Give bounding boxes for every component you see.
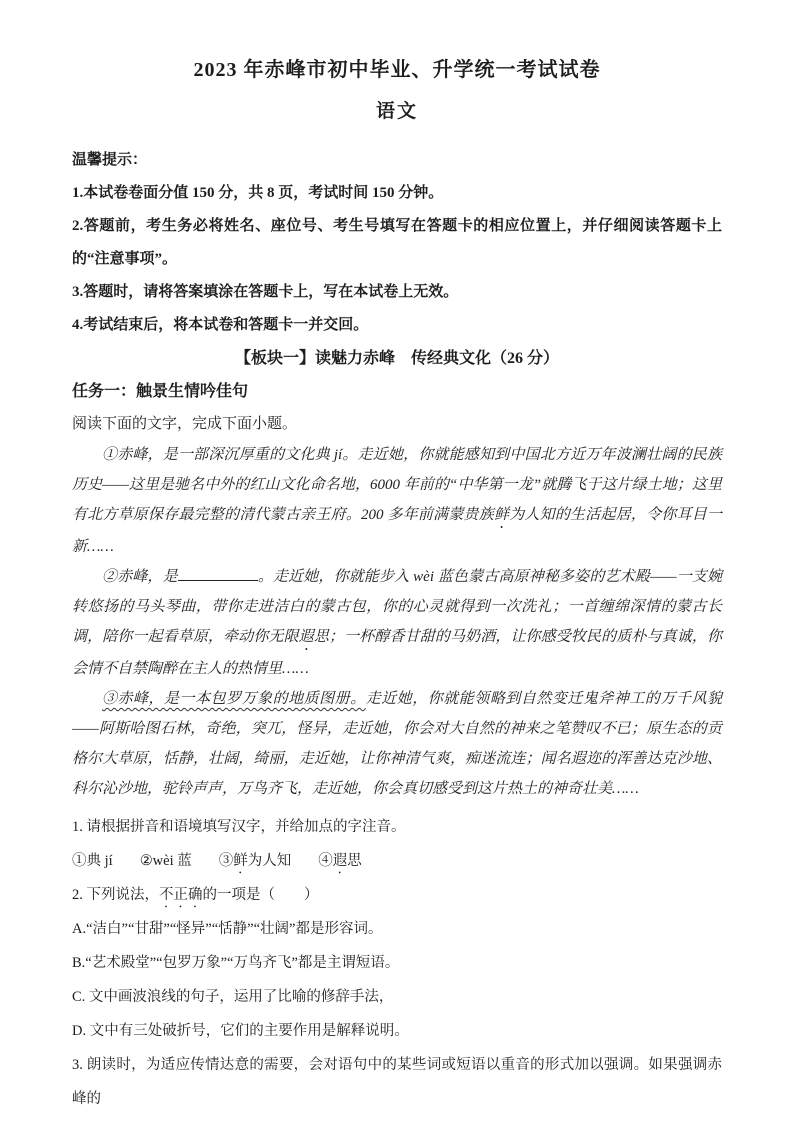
section-heading: 【板块一】读魅力赤峰 传经典文化（26 分） xyxy=(234,350,559,367)
notice-item-3: 3.答题时，请将答案填涂在答题卡上，写在本试卷上无效。 xyxy=(72,284,459,300)
q2-option-a: A.“洁白”“甘甜”“怪异”“恬静”“壮阔”都是形容词。 xyxy=(72,921,383,937)
q2-lead: 2. 下列说法， xyxy=(72,887,159,903)
q2-option-b: B.“艺术殿堂”“包罗万象”“万鸟齐飞”都是主谓短语。 xyxy=(72,955,400,971)
q1-item-4-rest: 思 xyxy=(347,853,362,869)
questions-block xyxy=(72,810,722,1116)
reading-passage xyxy=(72,440,722,804)
subject-title: 语文 xyxy=(375,101,418,122)
q1-item-3 xyxy=(219,853,292,869)
q1-item-2: ②wèi 蓝 xyxy=(139,853,192,869)
q2-option-c: C. 文中画波浪线的句子，运用了比喻的修辞手法， xyxy=(72,989,394,1005)
passage-paragraph-3 xyxy=(72,684,722,804)
q1-item-4-dotted-char: 遐 xyxy=(332,853,348,869)
question-2 xyxy=(72,878,722,912)
q2-tail: 的一项是（ ） xyxy=(202,887,319,903)
q1-item-3-number: ③ xyxy=(218,853,234,869)
dotted-char-xia: 遐 xyxy=(298,629,314,645)
q1-item-4-number: ④ xyxy=(318,853,333,869)
paragraph-2-lead: ②赤峰，是 xyxy=(102,569,178,585)
passage-paragraph-1 xyxy=(72,440,722,562)
q1-item-3-dotted-char: 鲜 xyxy=(233,853,248,869)
passage-intro: 阅读下面的文字，完成下面小题。 xyxy=(72,416,298,432)
dotted-char-xian: 鲜 xyxy=(493,507,510,523)
page-title: 2023 年赤峰市初中毕业、升学统一考试试卷 xyxy=(193,59,601,81)
paragraph-1-text: ①赤峰，是一部深沉厚重的文化典 jí。走近她，你就能感知到中国北方近万年波澜壮阔的民族历史——这里是驰名中外的红山文化命名地，6000 年前的“中华第一龙”就腾飞于这片绿土地；这里有北方草原保存最完整的清代蒙古亲王府。200 多年前满蒙贵族 xyxy=(72,447,722,523)
notice-item-1: 1.本试卷卷面分值 150 分，共 8 页，考试时间 150 分钟。 xyxy=(72,185,444,201)
fill-in-blank-line xyxy=(178,578,258,581)
passage-paragraph-2 xyxy=(72,562,722,684)
q2-option-d: D. 文中有三处破折号，它们的主要作用是解释说明。 xyxy=(72,1023,409,1039)
paragraph-2-text: 。走近她，你就能步入 wèi 蓝色蒙古高原神秘多姿的艺术殿——一支婉转悠扬的马头琴曲，带你走进洁白的蒙古包，你的心灵就得到一次洗礼；一首缠绵深情的蒙古长调，陪你一起看草原，牵动你无限 xyxy=(72,569,722,645)
task-heading: 任务一：触景生情吟佳句 xyxy=(72,383,249,400)
q1-item-4 xyxy=(318,853,362,869)
notice-block xyxy=(72,144,722,342)
q1-item-3-rest: 为人知 xyxy=(247,853,292,869)
paragraph-1-tail: 为人知的生活起居，令你耳目一新…… xyxy=(72,507,722,555)
question-3: 3. 朗读时，为适应传情达意的需要，会对语句中的某些词或短语以重音的形式加以强调。如果强调赤峰的 xyxy=(72,1057,722,1107)
wavy-underlined-sentence: ③赤峰，是一本包罗万象的地质图册。 xyxy=(102,691,366,707)
q2-dotted-phrase: 不正确 xyxy=(159,887,203,903)
paragraph-3-text: 走近她，你就能领略到自然变迁鬼斧神工的万千风貌——阿斯哈图石林，奇绝，突兀，怪异，走近她，你会对大自然的神来之笔赞叹不已；原生态的贡格尔大草原，恬静，壮阔，绮丽，走近她，让你神清气爽，痴迷流连；闻名遐迩的浑善达克沙地、科尔沁沙地，驼铃声声，万鸟齐飞，走近她，你会真切感受到这片热土的神奇壮美…… xyxy=(72,691,722,797)
question-1: 1. 请根据拼音和语境填写汉字，并给加点的字注音。 xyxy=(72,819,406,835)
notice-item-2: 2.答题前，考生务必将姓名、座位号、考生号填写在答题卡的相应位置上，并仔细阅读答题卡上的“注意事项”。 xyxy=(72,218,722,267)
question-1-items xyxy=(72,844,722,878)
q1-item-1: ①典 jí xyxy=(72,853,113,869)
paragraph-2-tail: 思；一杯醇香甘甜的马奶酒，让你感受牧民的质朴与真诚，你会情不自禁陶醉在主人的热情里…… xyxy=(72,629,722,677)
notice-heading: 温馨提示： xyxy=(72,152,148,168)
notice-item-4: 4.考试结束后，将本试卷和答题卡一并交回。 xyxy=(72,317,369,333)
